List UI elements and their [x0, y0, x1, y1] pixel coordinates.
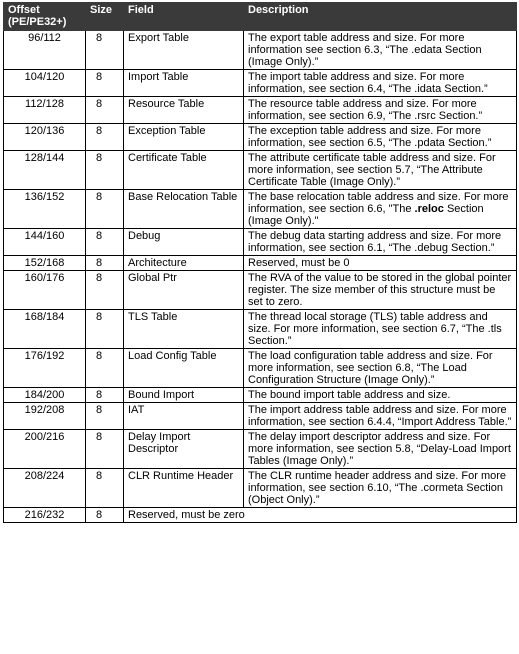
offset-cell: 136/152	[4, 190, 86, 229]
header-offset: Offset (PE/PE32+)	[4, 3, 86, 31]
description-cell: The exception table address and size. For more information, see section 6.5, “The .pdata Section.”	[244, 124, 517, 151]
data-directories-table	[3, 2, 517, 523]
offset-cell: 104/120	[4, 70, 86, 97]
table-row	[4, 70, 517, 97]
offset-cell: 152/168	[4, 256, 86, 271]
table-body	[4, 31, 517, 523]
table-row	[4, 271, 517, 310]
size-cell: 8	[86, 70, 124, 97]
size-cell: 8	[86, 97, 124, 124]
description-cell: The debug data starting address and size. For more information, see section 6.1, “The .debug Section.”	[244, 229, 517, 256]
description-text: Section (Image Only)."	[248, 203, 484, 227]
field-cell: Delay Import Descriptor	[124, 430, 244, 469]
field-cell: Certificate Table	[124, 151, 244, 190]
table-row	[4, 256, 517, 271]
offset-cell: 184/200	[4, 388, 86, 403]
size-cell: 8	[86, 430, 124, 469]
field-cell: Architecture	[124, 256, 244, 271]
table-row	[4, 508, 517, 523]
header-row	[4, 3, 517, 31]
description-cell: The load configuration table address and size. For more information, see section 6.8, “The Load Configuration Structure (Image Only).”	[244, 349, 517, 388]
size-cell: 8	[86, 151, 124, 190]
header-size: Size	[86, 3, 124, 31]
size-cell: 8	[86, 469, 124, 508]
size-cell: 8	[86, 310, 124, 349]
description-cell: The import table address and size. For more information, see section 6.4, “The .idata Section.”	[244, 70, 517, 97]
table-row	[4, 97, 517, 124]
offset-cell: 96/112	[4, 31, 86, 70]
table-row	[4, 403, 517, 430]
offset-cell: 192/208	[4, 403, 86, 430]
size-cell: 8	[86, 508, 124, 523]
field-cell: IAT	[124, 403, 244, 430]
table-row	[4, 388, 517, 403]
field-cell: Resource Table	[124, 97, 244, 124]
description-bold-text: .reloc	[414, 203, 444, 215]
description-text: The base relocation table address and size. For more information, see section 6.6, "The	[248, 191, 509, 215]
field-cell: Exception Table	[124, 124, 244, 151]
offset-cell: 176/192	[4, 349, 86, 388]
description-cell: The attribute certificate table address and size. For more information, see section 5.7, “The Attribute Certificate Table (Image Only).”	[244, 151, 517, 190]
description-cell: The thread local storage (TLS) table address and size. For more information, see section 6.7, “The .tls Section.”	[244, 310, 517, 349]
offset-cell: 208/224	[4, 469, 86, 508]
field-cell: Bound Import	[124, 388, 244, 403]
size-cell: 8	[86, 271, 124, 310]
offset-cell: 160/176	[4, 271, 86, 310]
size-cell: 8	[86, 229, 124, 256]
table-row	[4, 469, 517, 508]
offset-cell: 168/184	[4, 310, 86, 349]
table-row	[4, 310, 517, 349]
size-cell: 8	[86, 256, 124, 271]
offset-cell: 144/160	[4, 229, 86, 256]
table-row	[4, 31, 517, 70]
table-row	[4, 124, 517, 151]
field-cell: CLR Runtime Header	[124, 469, 244, 508]
size-cell: 8	[86, 349, 124, 388]
description-cell: The import address table address and size. For more information, see section 6.4.4, “Import Address Table.”	[244, 403, 517, 430]
table-header	[4, 3, 517, 31]
table-row	[4, 151, 517, 190]
description-cell: The delay import descriptor address and size. For more information, see section 5.8, “Delay-Load Import Tables (Image Only).”	[244, 430, 517, 469]
offset-cell: 200/216	[4, 430, 86, 469]
offset-cell: 128/144	[4, 151, 86, 190]
size-cell: 8	[86, 124, 124, 151]
offset-cell: 120/136	[4, 124, 86, 151]
description-cell: The bound import table address and size.	[244, 388, 517, 403]
offset-cell: 112/128	[4, 97, 86, 124]
size-cell: 8	[86, 190, 124, 229]
header-field: Field	[124, 3, 244, 31]
field-cell: TLS Table	[124, 310, 244, 349]
size-cell: 8	[86, 403, 124, 430]
size-cell: 8	[86, 388, 124, 403]
description-cell: The resource table address and size. For more information, see section 6.9, “The .rsrc Section.”	[244, 97, 517, 124]
table-row	[4, 349, 517, 388]
table-row	[4, 190, 517, 229]
description-cell: The CLR runtime header address and size. For more information, see section 6.10, “The .cormeta Section (Object Only).”	[244, 469, 517, 508]
description-cell: Reserved, must be 0	[244, 256, 517, 271]
field-cell: Global Ptr	[124, 271, 244, 310]
field-cell: Import Table	[124, 70, 244, 97]
offset-cell: 216/232	[4, 508, 86, 523]
field-cell: Base Relocation Table	[124, 190, 244, 229]
description-cell: The export table address and size. For more information see section 6.3, “The .edata Section (Image Only).”	[244, 31, 517, 70]
field-cell: Load Config Table	[124, 349, 244, 388]
field-cell: Reserved, must be zero	[124, 508, 517, 523]
size-cell: 8	[86, 31, 124, 70]
field-cell: Export Table	[124, 31, 244, 70]
header-description: Description	[244, 3, 517, 31]
description-cell: The RVA of the value to be stored in the global pointer register. The size member of this structure must be set to zero.	[244, 271, 517, 310]
description-cell	[244, 190, 517, 229]
table-row	[4, 430, 517, 469]
field-cell: Debug	[124, 229, 244, 256]
table-row	[4, 229, 517, 256]
